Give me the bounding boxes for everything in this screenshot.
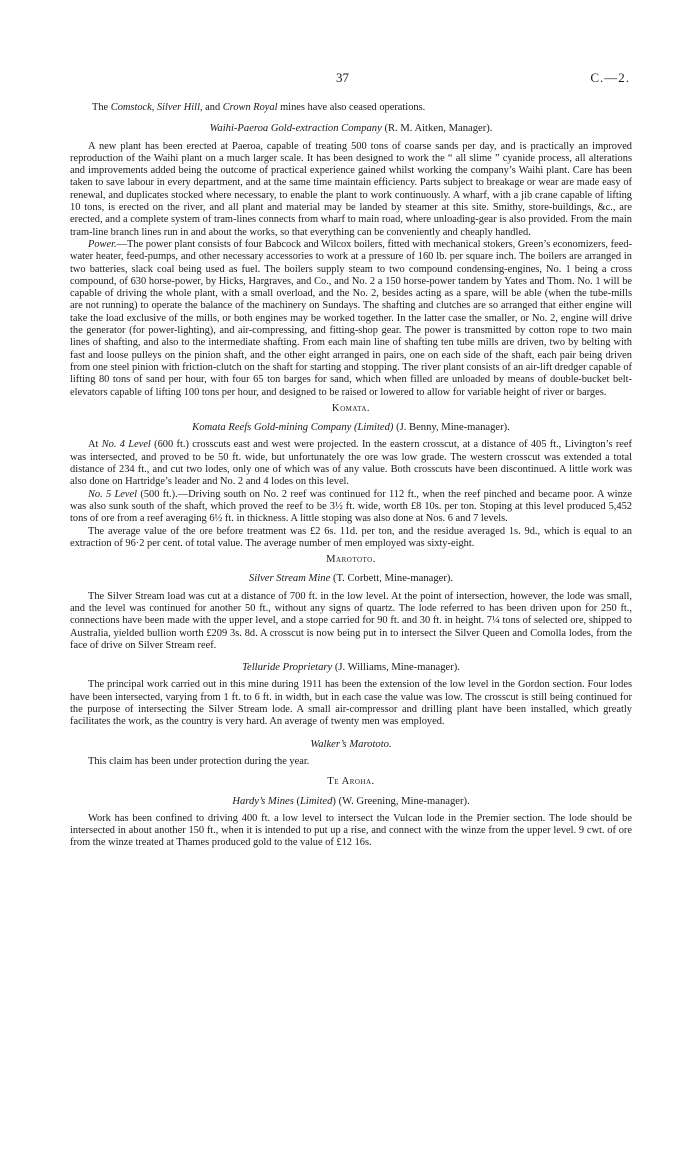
intro-separator: , and xyxy=(199,102,223,113)
power-label: Power. xyxy=(88,238,117,250)
power-text: —The power plant consists of four Babcock and Wilcox boilers, fitted with mechanical stokers, Green’s economizers, feed-water heater, feed-pumps, and other necessary accessories to work at a pressure of 160 lb. per square inch. The boilers are arranged in two batteries, slack coal being used as fuel. The boilers supply steam to two compound condensing-engines, No. 1 being a cross compound, of 630 horse-power, by Hicks, Hargraves, and Co., and No. 2 a 150 horse-power tandem by Yates and Thom. No. 1 will be capable of driving the whole plant, with a small overload, and the No. 2, besides acting as a spare, will be able (when the tube-mills are not running) to operate the balance of the machinery on Sundays. The shafting and clutches are so arranged that either engine will take the load exclusive of the mills, or both engines may be worked together. In the latter case the smaller, or No. 2, engine will drive the generator (for power-lighting), and air-compressing, and fitting-shop gear. The power is transmitted by cotton rope to two main lines of shafting, and also to the intermediate shafting. From each main line of shafting ten tube mills are driven, two by belting with fast and loose pulleys on the pinion shaft, and the other eight arranged in pairs, one on each side of the shaft, each pair being driven from one steel pinion with friction-clutch on the shaft for starting and stopping. The river plant consists of an air-lift dredger capable of lifting 80 tons of sand per hour, with four 65 ton barges for sand, which when filled are unloaded by means of double-bucket belt-elevators capable of lifting 100 tons per hour, and designed to be raised or lowered to allow for variable height of river or barges. xyxy=(70,238,632,398)
paragraph-text: (600 ft.) crosscuts east and west were projected. In the eastern crosscut, at a distance of 405 ft., Livington’s reef was intersected, and proved to be 50 ft. wide, but unfortunately the ore was low grade. The western crosscut was extended a total distance of 234 ft., and cut two lodes, only one of which was of any value. Both crosscuts have been discontinued. A little work was also done on Hartridge’s leader and No. 2 and 4 lodes on this level. xyxy=(70,439,632,488)
hardys-paragraph: Work has been confined to driving 400 ft. a low level to intersect the Vulcan lode in the Premier section. The lode should be intersected in about another 150 ft., when it is intended to put up a rise, and connect with the winze from the upper level. 9 cwt. of ore from the winze treated at Thames produced gold to the value of £12 16s. xyxy=(70,812,632,849)
waihi-paragraph-plant: A new plant has been erected at Paeroa, capable of treating 500 tons of coarse sands per day, and is practically an improved reproduction of the Waihi plant on a much larger scale. It has been designed to work the “ all slime ” cyanide process, all alterations and improvements added being the outcome of practical experience gained whilst working the company’s Waihi plant. Care has been taken to save labour in every department, and at the same time maintain efficiency. Parts subject to breakage or wear are made easy of renewal, and duplicates stocked where necessary, to enable the plant to work continuously. A wharf, with a jib crane capable of lifting 10 tons, is erected on the river, and all plant and material may be landed by steamer at this site. Smithy, store-buildings, &c., are erected, and a complete system of tram-lines connects from wharf to main road, where unloading-gear is also provided. From the main tram-line branch lines run in and about the works, so that everything can be conveniently and cheaply handled. xyxy=(70,140,632,238)
section-heading-komata: Komata. xyxy=(331,402,371,414)
heading-text: ( xyxy=(293,795,301,807)
manager-name: (J. Benny, Mine-manager). xyxy=(393,422,510,434)
company-name: Waihi-Paeroa Gold-extraction Company xyxy=(209,123,382,135)
komata-heading xyxy=(70,422,632,434)
komata-paragraph-level-5 xyxy=(70,489,632,526)
telluride-heading xyxy=(70,662,632,674)
manager-name: ) (W. Greening, Mine-manager). xyxy=(332,795,470,807)
company-name: Hardy’s Mines xyxy=(232,795,294,807)
company-name: Komata Reefs Gold-mining Company (Limited) xyxy=(192,422,394,434)
komata-paragraph-values: The average value of the ore before treatment was £2 6s. 11d. per ton, and the residue averaged 1s. 9d., which is equal to an extraction of 96·2 per cent. of total value. The average number of men employed was sixty-eight. xyxy=(70,525,632,549)
waihi-paragraph-power xyxy=(70,239,632,399)
level-label: No. 5 Level xyxy=(88,488,138,500)
intro-text: The xyxy=(92,102,111,113)
limited-label: Limited xyxy=(300,795,333,807)
intro-paragraph xyxy=(70,102,632,114)
page-reference: C.—2. xyxy=(590,70,630,85)
level-label: No. 4 Level xyxy=(101,439,151,451)
silver-stream-heading xyxy=(70,573,632,585)
page-header xyxy=(0,70,700,86)
silver-stream-paragraph: The Silver Stream load was cut at a distance of 700 ft. in the low level. At the point of intersection, however, the lode was small, and the level was continued for another 50 ft., without any signs of quartz. The lode referred to has been driven upon for 250 ft., connections have been made with the upper level, and a stope carried for 90 ft. and 30 ft. in height. 7¼ tons of selected ore, shipped to Australia, yielded bullion worth £209 3s. 8d. A crosscut is now being put in to intersect the Silver Queen and Comolla lodes, from the face of drive on Silver Stream reef. xyxy=(70,590,632,651)
telluride-paragraph: The principal work carried out in this mine during 1911 has been the extension of the low level in the Gordon section. Four lodes have been intersected, varying from 1 ft. to 6 ft. in width, but in each case the value was low. The crosscut is still being continued for the purpose of intersecting the Silver Stream lode. A small air-compressor and drilling plant have been installed, which greatly facilitates the work, as the country is very hard. An average of twenty men was employed. xyxy=(70,679,632,728)
manager-name: (J. Williams, Mine-manager). xyxy=(332,662,460,674)
walkers-paragraph: This claim has been under protection during the year. xyxy=(88,755,310,767)
mine-name-crown-royal: Crown Royal xyxy=(222,102,278,113)
intro-text: mines have also ceased operations. xyxy=(277,102,426,113)
intro-separator: , xyxy=(151,102,157,113)
company-name: Silver Stream Mine xyxy=(248,573,331,585)
section-heading-marototo: Marototo. xyxy=(326,554,376,566)
mine-name-silver-hill: Silver Hill xyxy=(156,102,200,113)
manager-name: (R. M. Aitken, Manager). xyxy=(381,123,493,135)
walkers-heading: Walker’s Marototo. xyxy=(310,738,392,750)
paragraph-text: (500 ft.).—Driving south on No. 2 reef was continued for 112 ft., when the reef pinched and became poor. A winze was also sunk south of the shaft, which proved the reef to be 3½ ft. wide, worth £8 10s. per ton. Stoping at this level produced 5,452 tons of ore from a reef averaging 6½ ft. in thickness. A little stoping was also done at Nos. 6 and 7 levels. xyxy=(70,488,632,525)
section-heading-te-aroha: Te Aroha. xyxy=(327,776,375,788)
mine-name-comstock: Comstock xyxy=(110,102,152,113)
page-number: 37 xyxy=(336,70,349,85)
hardys-heading xyxy=(70,796,632,808)
waihi-heading xyxy=(70,123,632,135)
company-name: Telluride Proprietary xyxy=(242,662,333,674)
paragraph-text: At xyxy=(88,439,102,451)
komata-paragraph-level-4 xyxy=(70,439,632,488)
document-body xyxy=(70,102,632,850)
manager-name: (T. Corbett, Mine-manager). xyxy=(330,573,454,585)
